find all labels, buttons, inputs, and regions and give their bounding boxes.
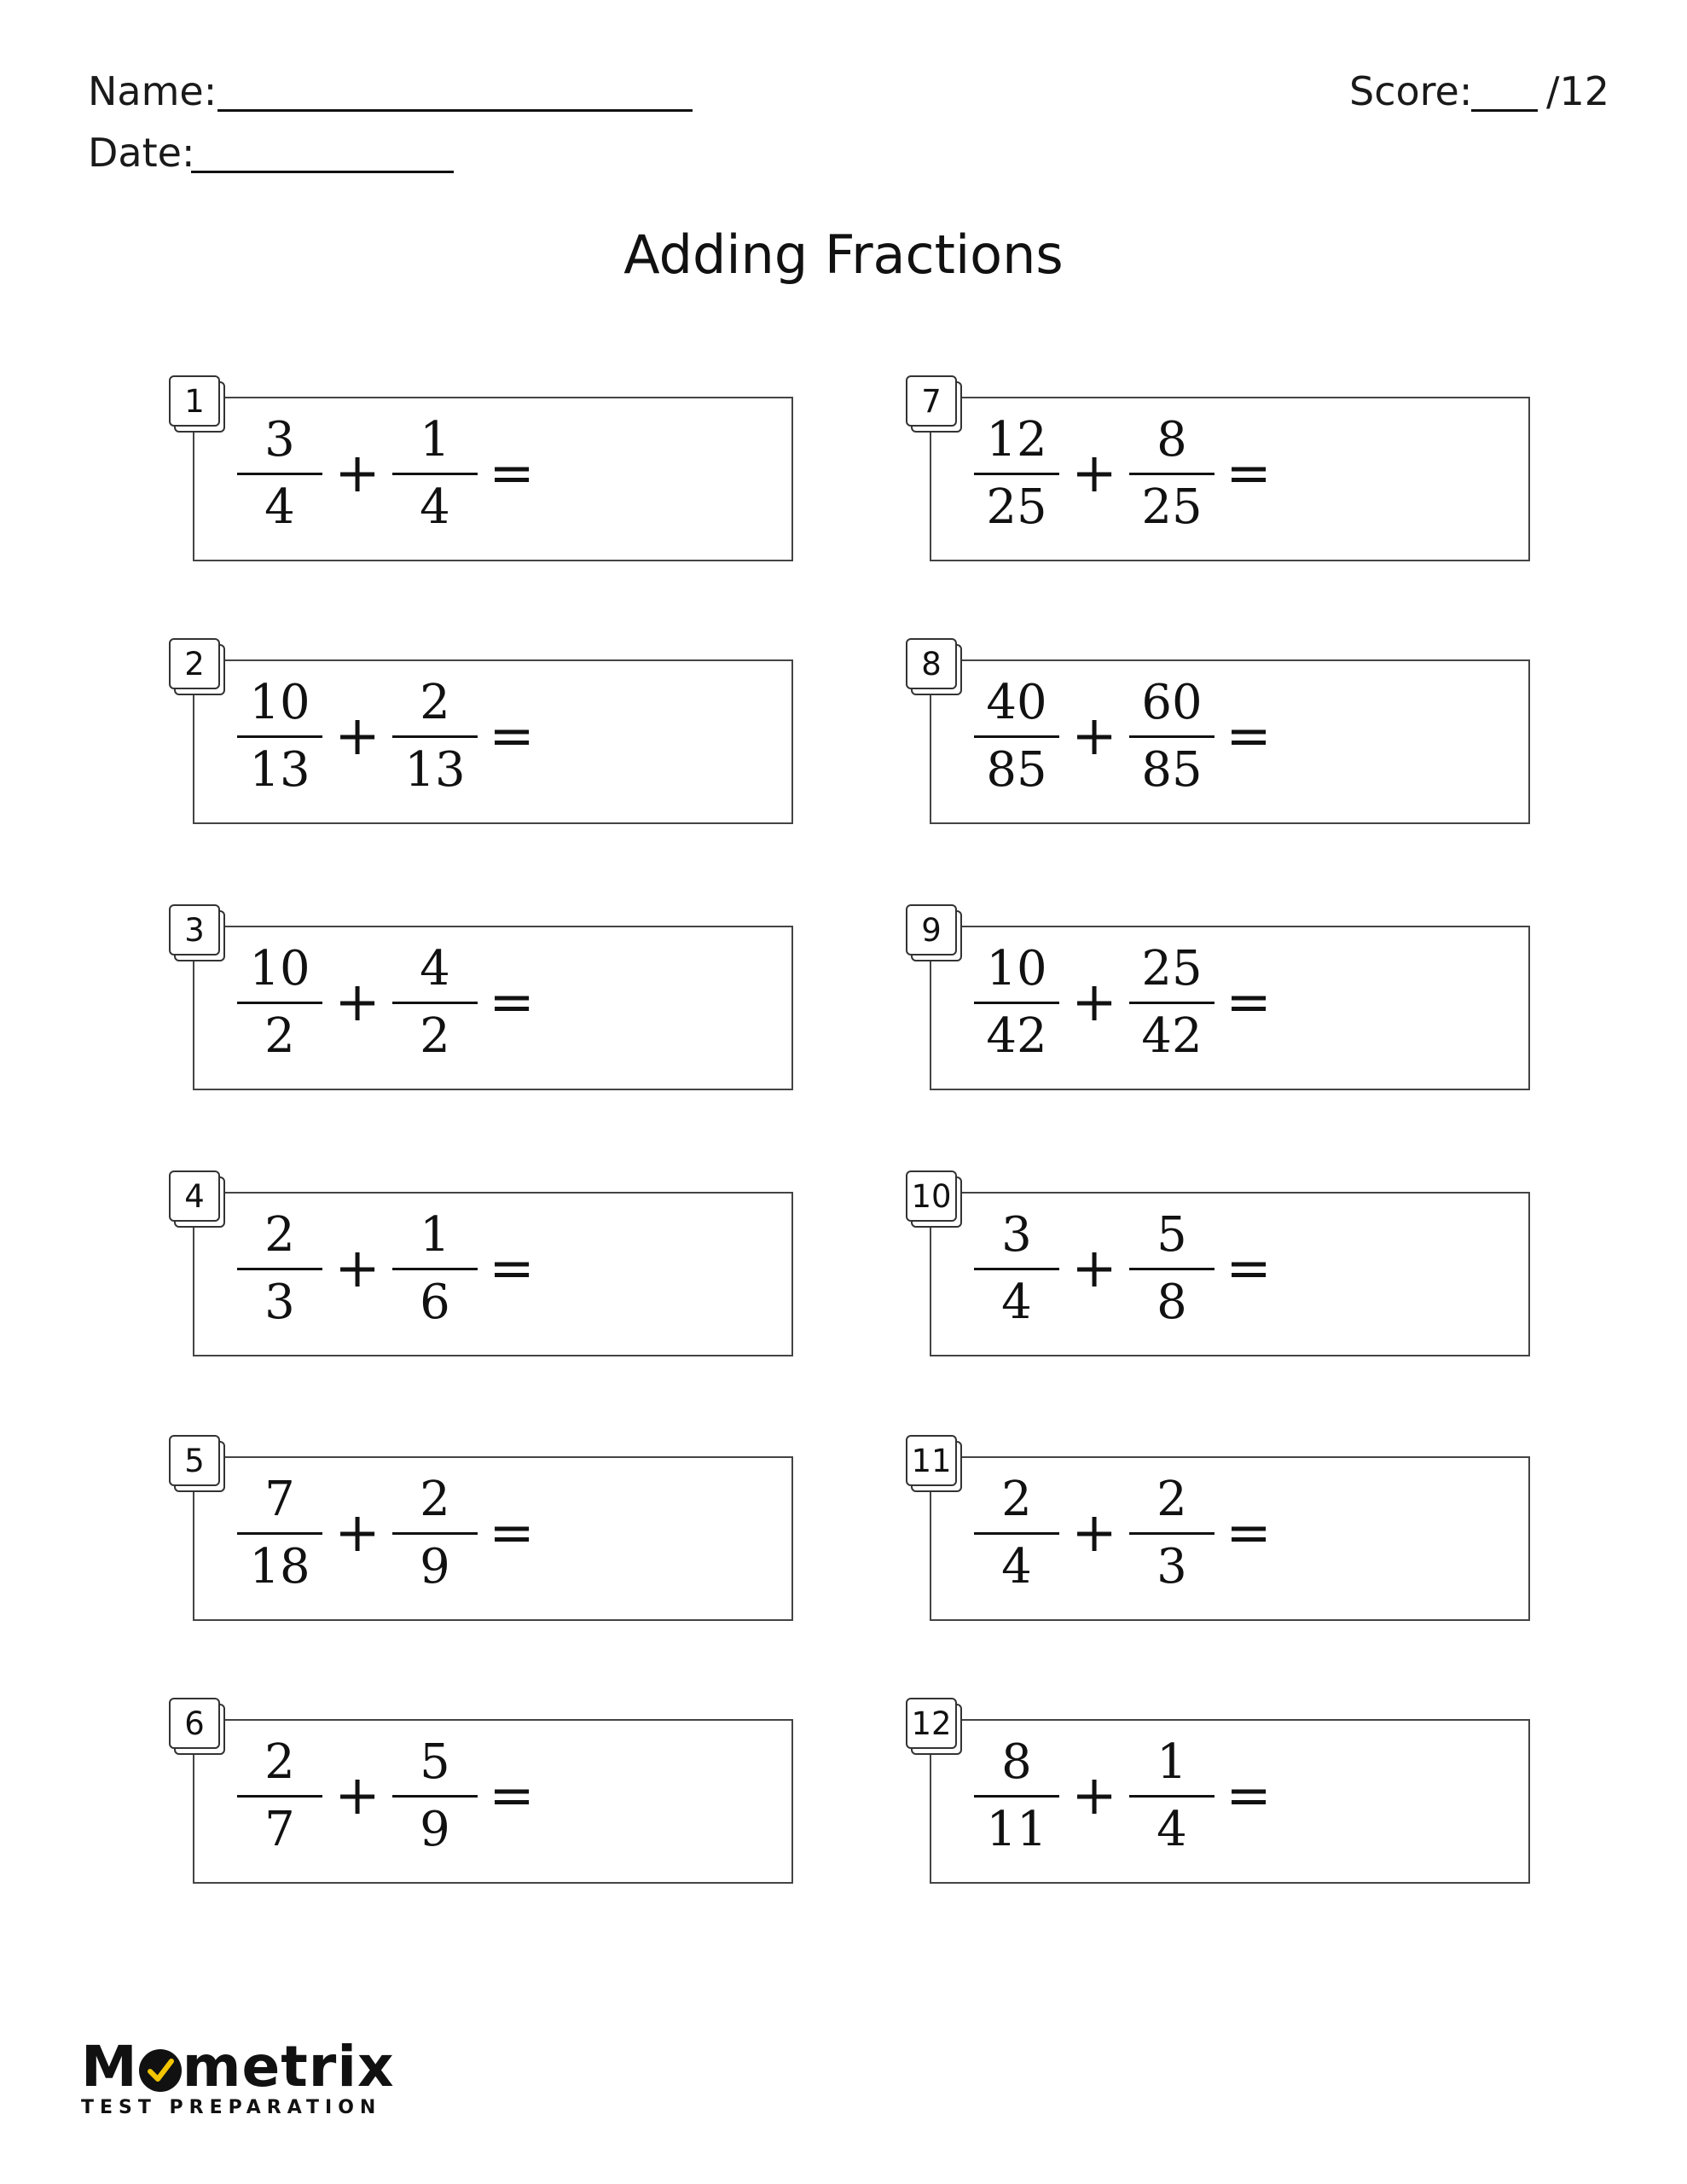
date-label: Date: <box>88 130 195 176</box>
fraction-expression <box>237 1473 546 1593</box>
fraction-bar <box>1129 473 1215 475</box>
plus-sign: + <box>1071 705 1117 768</box>
equals-sign: = <box>489 1502 535 1565</box>
numerator: 8 <box>1001 1734 1032 1790</box>
numerator: 2 <box>420 674 450 730</box>
name-label: Name: <box>88 68 217 114</box>
numerator: 1 <box>1157 1734 1187 1790</box>
problem-number: 2 <box>169 638 220 689</box>
denominator: 13 <box>249 741 310 798</box>
logo-word-start: M <box>81 2034 138 2100</box>
logo-wordmark <box>81 2034 395 2100</box>
problem-number-tab <box>906 1170 960 1227</box>
fraction-expression <box>237 940 546 1064</box>
fraction-bar <box>1129 1268 1215 1270</box>
fraction-b <box>1129 1735 1215 1857</box>
denominator: 11 <box>986 1801 1047 1857</box>
denominator: 4 <box>1157 1801 1187 1857</box>
numerator: 8 <box>1157 411 1187 468</box>
numerator: 10 <box>249 674 310 730</box>
problem-number-tab <box>906 638 960 694</box>
denominator: 4 <box>264 479 295 535</box>
fraction-bar <box>1129 1002 1215 1004</box>
equals-sign: = <box>1226 971 1272 1034</box>
score-field[interactable] <box>1471 109 1538 112</box>
worksheet-title: Adding Fractions <box>623 224 1064 286</box>
problem-10 <box>906 1170 1530 1356</box>
fraction-bar <box>237 1795 322 1798</box>
fraction-a <box>974 1208 1059 1330</box>
fraction-bar <box>237 1268 322 1270</box>
fraction-bar <box>974 1795 1059 1798</box>
problem-7 <box>906 375 1530 561</box>
problem-number-tab <box>169 904 223 961</box>
plus-sign: + <box>334 971 380 1034</box>
equals-sign: = <box>1226 705 1272 768</box>
fraction-a <box>237 1735 322 1857</box>
plus-sign: + <box>1071 1764 1117 1827</box>
fraction-a <box>237 1208 322 1330</box>
problem-number-tab <box>169 1170 223 1227</box>
problem-number-tab <box>169 1435 223 1491</box>
fraction-expression <box>974 1206 1283 1330</box>
score-total: /12 <box>1546 68 1610 114</box>
problem-8 <box>906 638 1530 824</box>
plus-sign: + <box>334 442 380 505</box>
fraction-b <box>1129 676 1215 798</box>
denominator: 85 <box>986 741 1047 798</box>
plus-sign: + <box>1071 971 1117 1034</box>
fraction-bar <box>974 473 1059 475</box>
denominator: 13 <box>404 741 466 798</box>
problem-number-tab <box>906 1698 960 1754</box>
fraction-bar <box>237 1532 322 1535</box>
fraction-bar <box>392 1268 478 1270</box>
fraction-expression <box>237 1206 546 1330</box>
problem-number-tab <box>906 904 960 961</box>
denominator: 8 <box>1157 1274 1187 1330</box>
denominator: 2 <box>420 1008 450 1064</box>
fraction-bar <box>392 1795 478 1798</box>
equals-sign: = <box>1226 1237 1272 1300</box>
problem-number: 8 <box>906 638 957 689</box>
numerator: 2 <box>420 1471 450 1527</box>
numerator: 12 <box>986 411 1047 468</box>
numerator: 25 <box>1141 940 1203 996</box>
fraction-b <box>392 1735 478 1857</box>
problem-number-tab <box>169 638 223 694</box>
fraction-a <box>237 676 322 798</box>
denominator: 4 <box>1001 1274 1032 1330</box>
plus-sign: + <box>334 1764 380 1827</box>
fraction-a <box>974 676 1059 798</box>
problem-5 <box>169 1435 793 1621</box>
denominator: 2 <box>264 1008 295 1064</box>
plus-sign: + <box>1071 442 1117 505</box>
denominator: 3 <box>264 1274 295 1330</box>
fraction-expression <box>237 411 546 535</box>
equals-sign: = <box>1226 1764 1272 1827</box>
logo-word-end: metrix <box>182 2034 395 2100</box>
fraction-bar <box>392 735 478 738</box>
fraction-b <box>392 1472 478 1594</box>
numerator: 10 <box>986 940 1047 996</box>
fraction-bar <box>974 735 1059 738</box>
problem-11 <box>906 1435 1530 1621</box>
fraction-b <box>1129 1472 1215 1594</box>
numerator: 3 <box>1001 1206 1032 1263</box>
fraction-bar <box>237 735 322 738</box>
equals-sign: = <box>1226 442 1272 505</box>
equals-sign: = <box>489 442 535 505</box>
fraction-bar <box>1129 735 1215 738</box>
denominator: 6 <box>420 1274 450 1330</box>
problem-number: 9 <box>906 904 957 956</box>
numerator: 7 <box>264 1471 295 1527</box>
denominator: 7 <box>264 1801 295 1857</box>
fraction-bar <box>392 1002 478 1004</box>
denominator: 42 <box>1141 1008 1203 1064</box>
numerator: 40 <box>986 674 1047 730</box>
denominator: 25 <box>986 479 1047 535</box>
problem-12 <box>906 1698 1530 1884</box>
plus-sign: + <box>334 705 380 768</box>
denominator: 85 <box>1141 741 1203 798</box>
fraction-bar <box>974 1268 1059 1270</box>
problem-number: 10 <box>906 1170 957 1222</box>
numerator: 1 <box>420 411 450 468</box>
denominator: 25 <box>1141 479 1203 535</box>
fraction-bar <box>392 1532 478 1535</box>
problem-number: 11 <box>906 1435 957 1486</box>
fraction-b <box>392 942 478 1064</box>
fraction-a <box>237 1472 322 1594</box>
fraction-bar <box>392 473 478 475</box>
fraction-bar <box>974 1002 1059 1004</box>
fraction-b <box>392 413 478 535</box>
fraction-a <box>237 942 322 1064</box>
problem-4 <box>169 1170 793 1356</box>
fraction-a <box>237 413 322 535</box>
problem-number: 12 <box>906 1698 957 1749</box>
problem-3 <box>169 904 793 1090</box>
denominator: 42 <box>986 1008 1047 1064</box>
denominator: 4 <box>1001 1538 1032 1594</box>
numerator: 5 <box>1157 1206 1187 1263</box>
name-field[interactable] <box>217 109 693 112</box>
problem-number: 5 <box>169 1435 220 1486</box>
plus-sign: + <box>1071 1502 1117 1565</box>
fraction-expression <box>974 411 1283 535</box>
numerator: 2 <box>264 1206 295 1263</box>
equals-sign: = <box>1226 1502 1272 1565</box>
fraction-b <box>392 676 478 798</box>
denominator: 18 <box>249 1538 310 1594</box>
fraction-a <box>974 942 1059 1064</box>
numerator: 5 <box>420 1734 450 1790</box>
numerator: 2 <box>1001 1471 1032 1527</box>
checkmark-icon <box>139 2049 182 2092</box>
fraction-bar <box>974 1532 1059 1535</box>
denominator: 3 <box>1157 1538 1187 1594</box>
problem-number: 3 <box>169 904 220 956</box>
fraction-expression <box>974 1736 1283 1856</box>
numerator: 2 <box>264 1734 295 1790</box>
numerator: 10 <box>249 940 310 996</box>
logo-subtitle: TEST PREPARATION <box>81 2097 382 2118</box>
problem-number-tab <box>169 1698 223 1754</box>
fraction-expression <box>237 1736 546 1856</box>
plus-sign: + <box>334 1237 380 1300</box>
equals-sign: = <box>489 1237 535 1300</box>
fraction-b <box>1129 1208 1215 1330</box>
problem-1 <box>169 375 793 561</box>
equals-sign: = <box>489 971 535 1034</box>
fraction-bar <box>1129 1532 1215 1535</box>
score-label: Score: <box>1349 68 1473 114</box>
fraction-expression <box>974 674 1283 798</box>
problem-9 <box>906 904 1530 1090</box>
fraction-expression <box>974 1473 1283 1593</box>
fraction-expression <box>974 940 1283 1064</box>
fraction-b <box>392 1208 478 1330</box>
numerator: 4 <box>420 940 450 996</box>
numerator: 1 <box>420 1206 450 1263</box>
fraction-bar <box>237 473 322 475</box>
equals-sign: = <box>489 1764 535 1827</box>
plus-sign: + <box>334 1502 380 1565</box>
denominator: 9 <box>420 1538 450 1594</box>
problem-2 <box>169 638 793 824</box>
problem-6 <box>169 1698 793 1884</box>
problem-number-tab <box>906 1435 960 1491</box>
fraction-b <box>1129 942 1215 1064</box>
problem-number: 6 <box>169 1698 220 1749</box>
denominator: 9 <box>420 1801 450 1857</box>
fraction-a <box>974 413 1059 535</box>
denominator: 4 <box>420 479 450 535</box>
fraction-expression <box>237 674 546 798</box>
problem-number: 4 <box>169 1170 220 1222</box>
date-field[interactable] <box>191 171 454 173</box>
numerator: 3 <box>264 411 295 468</box>
mometrix-logo <box>81 2034 395 2118</box>
problem-number-tab <box>906 375 960 432</box>
problem-number: 7 <box>906 375 957 427</box>
plus-sign: + <box>1071 1237 1117 1300</box>
problem-number-tab <box>169 375 223 432</box>
problem-number: 1 <box>169 375 220 427</box>
fraction-a <box>974 1472 1059 1594</box>
fraction-b <box>1129 413 1215 535</box>
fraction-bar <box>1129 1795 1215 1798</box>
fraction-bar <box>237 1002 322 1004</box>
numerator: 60 <box>1141 674 1203 730</box>
fraction-a <box>974 1735 1059 1857</box>
numerator: 2 <box>1157 1471 1187 1527</box>
equals-sign: = <box>489 705 535 768</box>
